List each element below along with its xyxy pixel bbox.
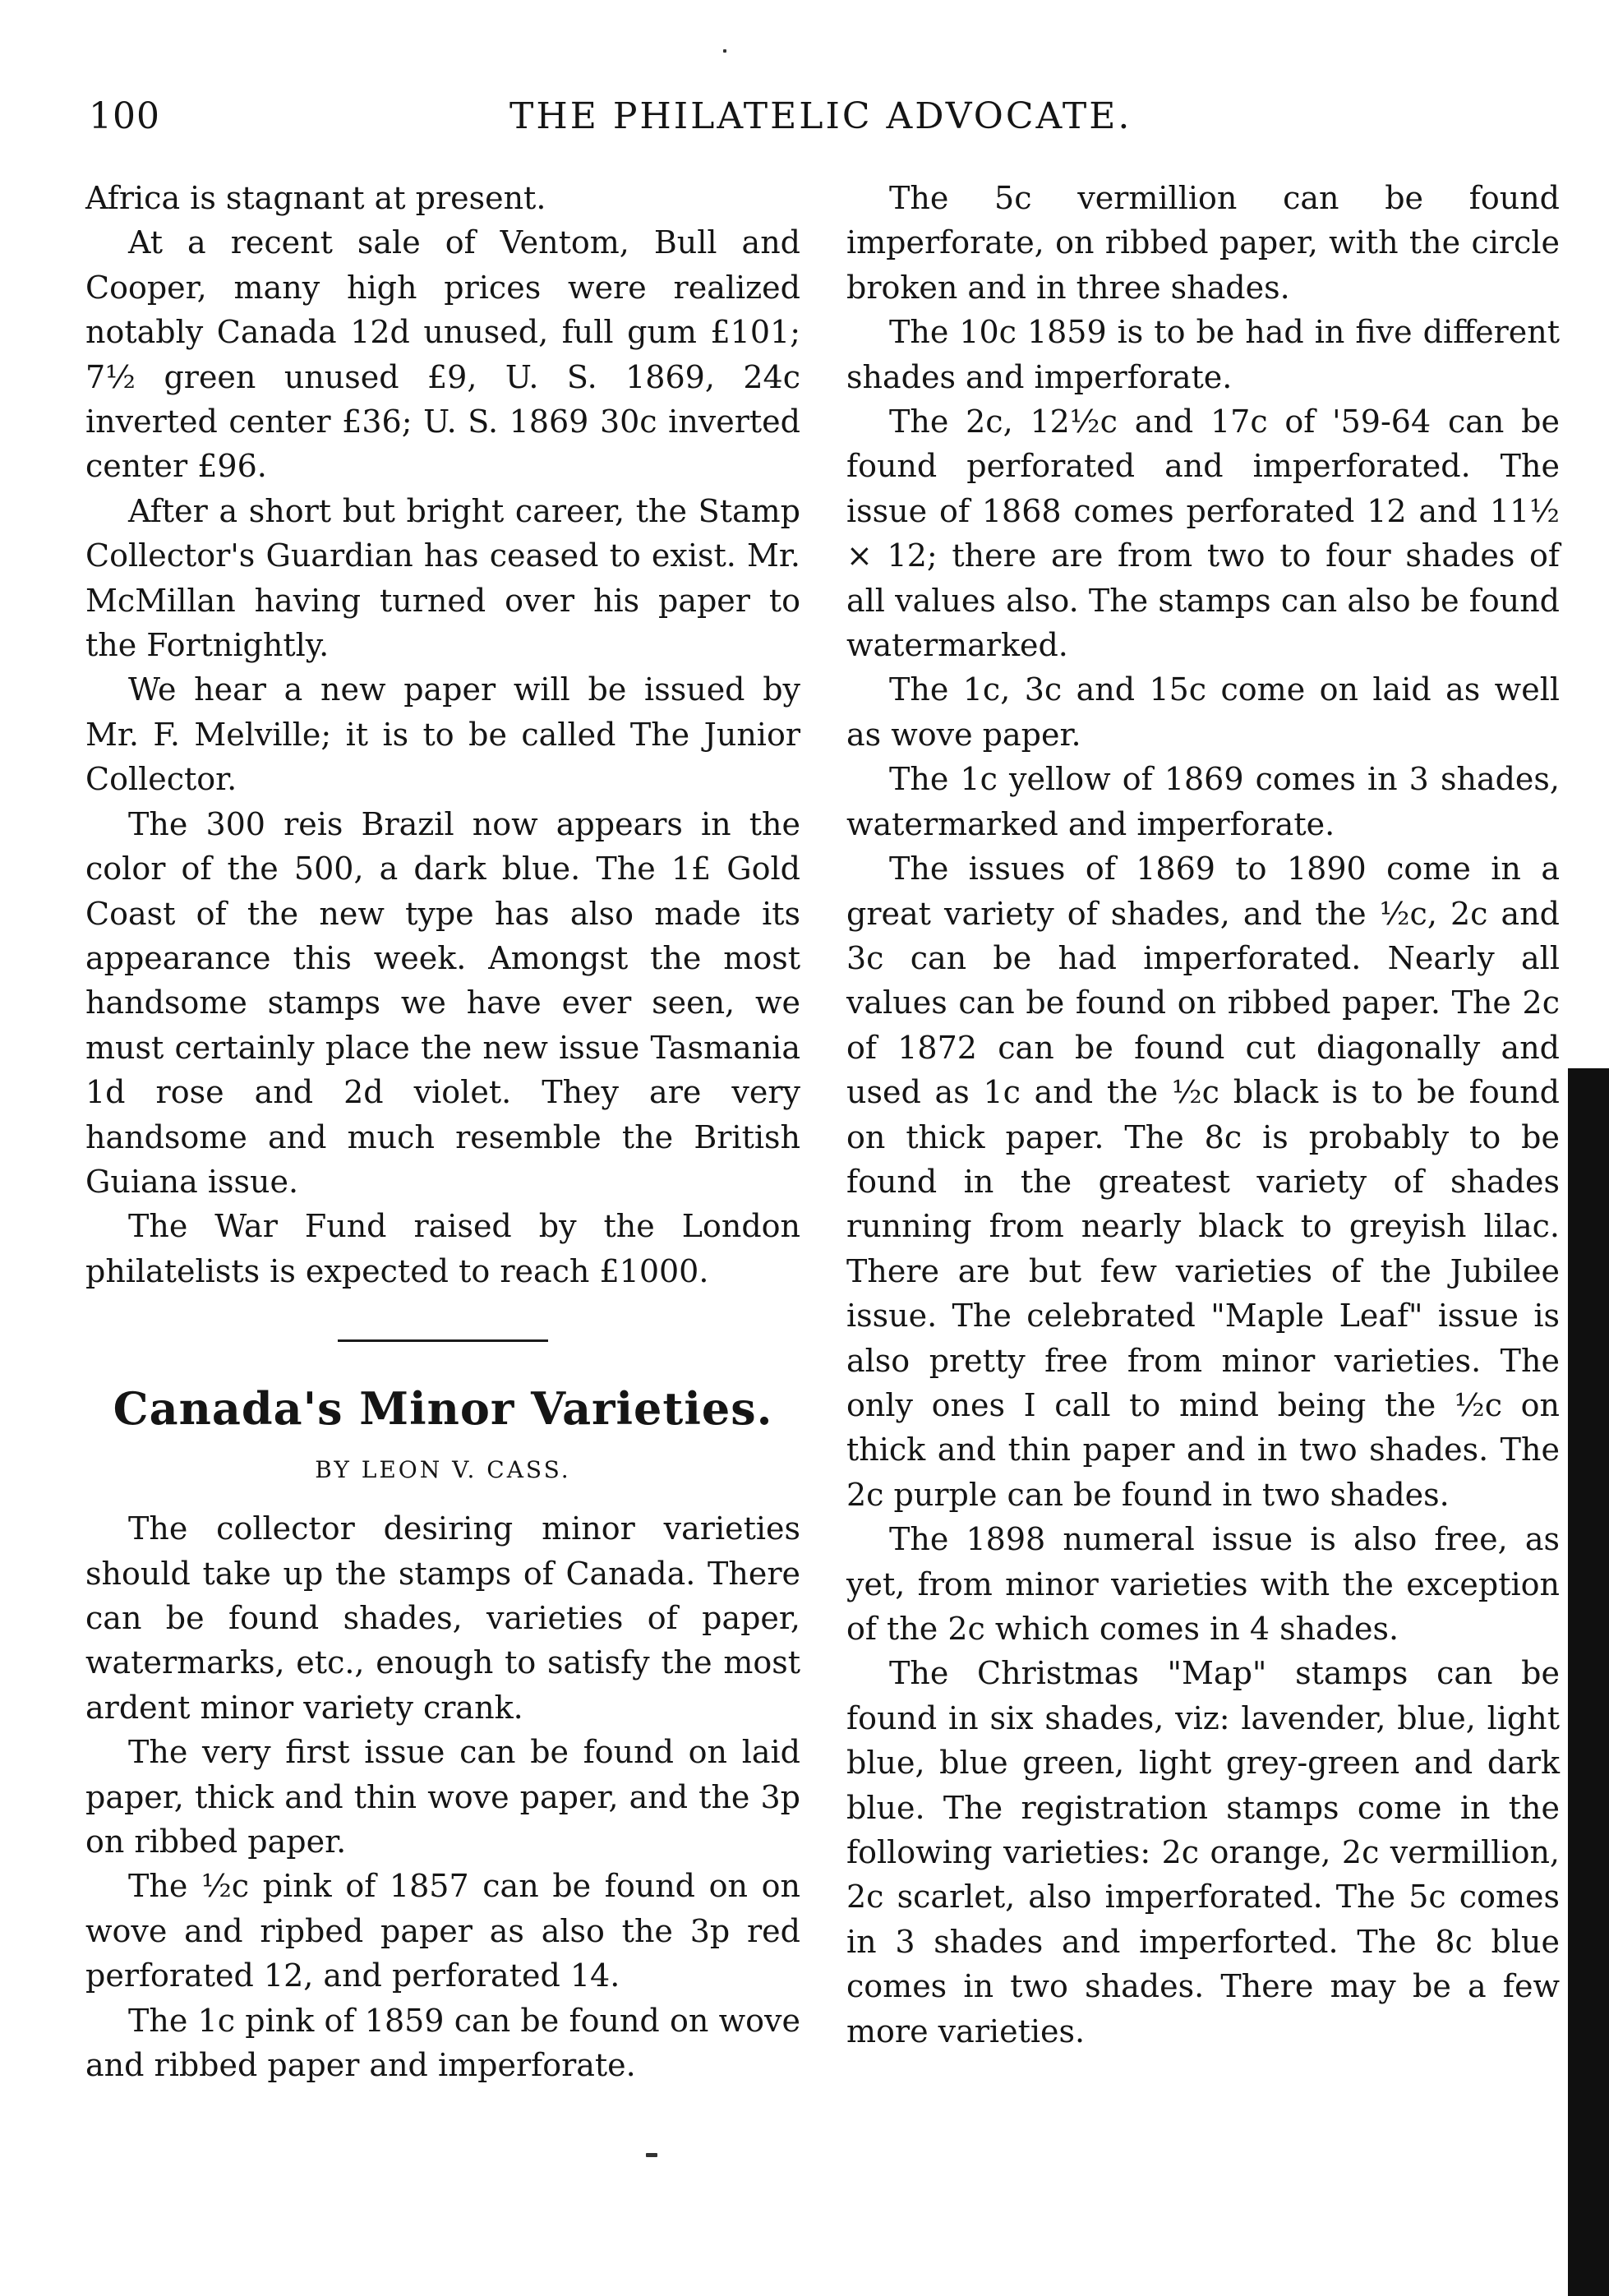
section-divider bbox=[338, 1339, 548, 1342]
article-paragraph: The collector desiring minor varieties should take up the stamps of Canada. There can be found shades, varieties of paper, watermarks, etc., enough to satisfy the most ardent minor variety crank. bbox=[85, 1510, 800, 1726]
article-paragraph: The issues of 1869 to 1890 come in a great variety of shades, and the ½c, 2c and 3c can be had imperforated. Nearly all values can be found on ribbed paper. The 2c of 1872 can be found cut diagonally and used as 1c and the ½c black is to be found on thick paper. The 8c is probably to be found in the greatest variety of shades running from nearly black to greyish lilac. There are but few varieties of the Jubilee issue. The celebrated "Maple Leaf" issue is also pretty free from minor varieties. The only ones I call to mind being the ½c on thick and thin paper and in two shades. The 2c purple can be found in two shades. bbox=[846, 851, 1560, 1513]
print-speck bbox=[723, 49, 726, 53]
article-paragraph: The 10c 1859 is to be had in five different shades and imperforate. bbox=[846, 314, 1560, 395]
article-paragraph: The ½c pink of 1857 can be found on on wove and ripbed paper as also the 3p red perforated 12, and perforated 14. bbox=[85, 1868, 800, 1994]
article-title: Canada's Minor Varieties. bbox=[113, 1382, 773, 1436]
news-note: At a recent sale of Ventom, Bull and Cooper, many high prices were realized notably Canada 12d unused, full gum £101; 7½ green unused £9, U. S. 1869, 24c inverted center £36; U. S. 1869 30c inverted center £96. bbox=[85, 224, 800, 485]
news-note: The 300 reis Brazil now appears in the color of the 500, a dark blue. The 1£ Gold Coast of the new type has also made its appearance this week. Amongst the most handsome stamps we have ever seen, we must certainly place the new issue Tasmania 1d rose and 2d violet. They are very handsome and much resemble the British Guiana issue. bbox=[85, 805, 800, 1200]
scan-border bbox=[1568, 1068, 1609, 2296]
article-paragraph: The 5c vermillion can be found imperforate, on ribbed paper, with the circle broken and in three shades. bbox=[846, 180, 1560, 306]
left-column bbox=[85, 176, 800, 2087]
news-note: The War Fund raised by the London philatelists is expected to reach £1000. bbox=[85, 1208, 800, 1289]
article-paragraph: The 1c pink of 1859 can be found on wove and ribbed paper and imperforate. bbox=[85, 2002, 800, 2084]
article-paragraph: The very first issue can be found on laid paper, thick and thin wove paper, and the 3p on ribbed paper. bbox=[85, 1734, 800, 1860]
article-paragraph: The Christmas "Map" stamps can be found in six shades, viz: lavender, blue, light blue, blue green, light grey-green and dark blue. The registration stamps come in the following varieties: 2c orange, 2c vermillion, 2c scarlet, also imperforated. The 5c comes in 3 shades and imperforted. The 8c blue comes in two shades. There may be a few more varieties. bbox=[846, 1655, 1560, 2049]
right-column bbox=[846, 176, 1560, 2054]
news-note: Africa is stagnant at present. bbox=[85, 180, 546, 216]
news-note: After a short but bright career, the Stamp Collector's Guardian has ceased to exist. Mr. McMillan having turned over his paper to the Fortnightly. bbox=[85, 492, 800, 664]
print-speck bbox=[646, 2153, 657, 2157]
article-paragraph: The 2c, 12½c and 17c of '59-64 can be found perforated and imperforated. The issue of 1868 comes perforated 12 and 11½ × 12; there are from two to four shades of all values also. The stamps can also be found watermarked. bbox=[846, 403, 1560, 664]
page-number: 100 bbox=[89, 95, 160, 137]
article-paragraph: The 1c yellow of 1869 comes in 3 shades, watermarked and imperforate. bbox=[846, 761, 1560, 842]
running-title: THE PHILATELIC ADVOCATE. bbox=[509, 95, 1132, 137]
article-byline: BY LEON V. CASS. bbox=[315, 1456, 571, 1484]
news-note: We hear a new paper will be issued by Mr. F. Melville; it is to be called The Junior Collector. bbox=[85, 671, 800, 798]
article-paragraph: The 1898 numeral issue is also free, as yet, from minor varieties with the exception of the 2c which comes in 4 shades. bbox=[846, 1521, 1560, 1647]
article-paragraph: The 1c, 3c and 15c come on laid as well as wove paper. bbox=[846, 671, 1560, 753]
